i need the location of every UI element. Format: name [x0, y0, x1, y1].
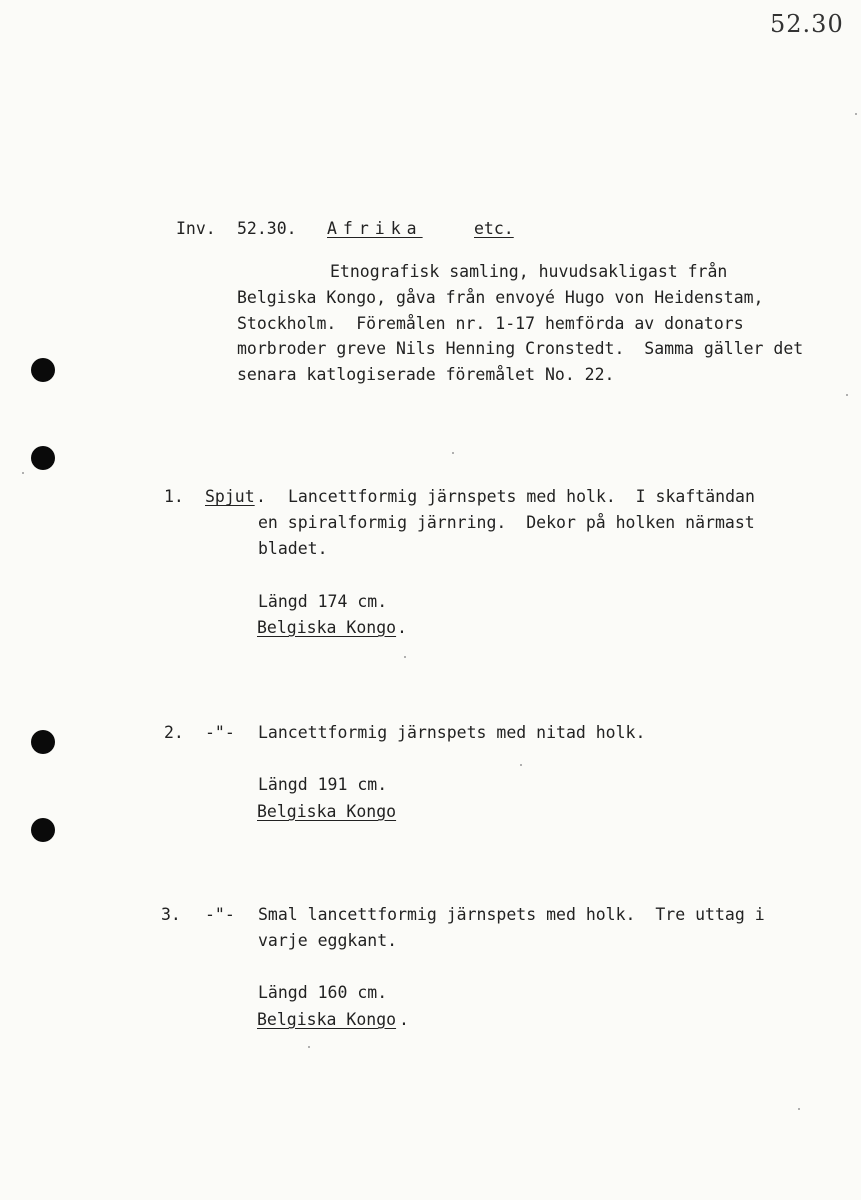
item-origin-suffix: .: [397, 618, 407, 637]
scan-speck: [452, 452, 454, 454]
punch-hole-icon: [31, 358, 55, 382]
intro-line: morbroder greve Nils Henning Cronstedt. Samma gäller det: [237, 339, 804, 358]
inv-label: Inv.: [176, 219, 216, 238]
punch-hole-icon: [31, 818, 55, 842]
item-description: en spiralformig järnring. Dekor på holken närmast: [258, 513, 755, 532]
item-origin: Belgiska Kongo: [257, 618, 397, 637]
item-description: Lancettformig järnspets med holk. I skaftändan: [288, 487, 755, 506]
scan-speck: [308, 1046, 310, 1048]
scan-speck: [798, 1108, 800, 1110]
punch-hole-icon: [31, 446, 55, 470]
item-length: Längd 160 cm.: [258, 983, 388, 1002]
intro-line: Stockholm. Föremålen nr. 1-17 hemförda av donators: [237, 314, 744, 333]
item-description: Smal lancettformig järnspets med holk. Tre uttag i: [258, 905, 765, 924]
item-ditto: -"-: [205, 905, 235, 924]
region-heading: Afrika: [327, 219, 423, 238]
item-ditto: -"-: [205, 723, 235, 742]
item-name: Spjut: [205, 487, 255, 506]
punch-hole-icon: [31, 730, 55, 754]
item-origin: Belgiska Kongo: [257, 802, 397, 821]
item-description: bladet.: [258, 539, 328, 558]
intro-line: Belgiska Kongo, gåva från envoyé Hugo von Heidenstam,: [237, 288, 764, 307]
scan-speck: [520, 764, 522, 766]
item-origin: Belgiska Kongo: [257, 1010, 397, 1029]
item-name-suffix: .: [256, 487, 266, 506]
intro-line: senara katlogiserade föremålet No. 22.: [237, 365, 615, 384]
item-description: Lancettformig järnspets med nitad holk.: [258, 723, 646, 742]
scan-speck: [846, 394, 848, 396]
region-etc: etc.: [474, 219, 514, 238]
item-length: Längd 191 cm.: [258, 775, 388, 794]
item-number: 3.: [161, 905, 181, 924]
scan-speck: [22, 472, 24, 474]
item-number: 1.: [164, 487, 184, 506]
item-length: Längd 174 cm.: [258, 592, 388, 611]
handwritten-page-number: 52.30: [770, 10, 844, 38]
item-description: varje eggkant.: [258, 931, 398, 950]
intro-line: Etnografisk samling, huvudsakligast från: [330, 262, 728, 281]
scan-speck: [404, 656, 406, 658]
scan-speck: [855, 113, 857, 115]
item-origin-suffix: .: [399, 1010, 409, 1029]
inv-number: 52.30.: [237, 219, 297, 238]
item-number: 2.: [164, 723, 184, 742]
